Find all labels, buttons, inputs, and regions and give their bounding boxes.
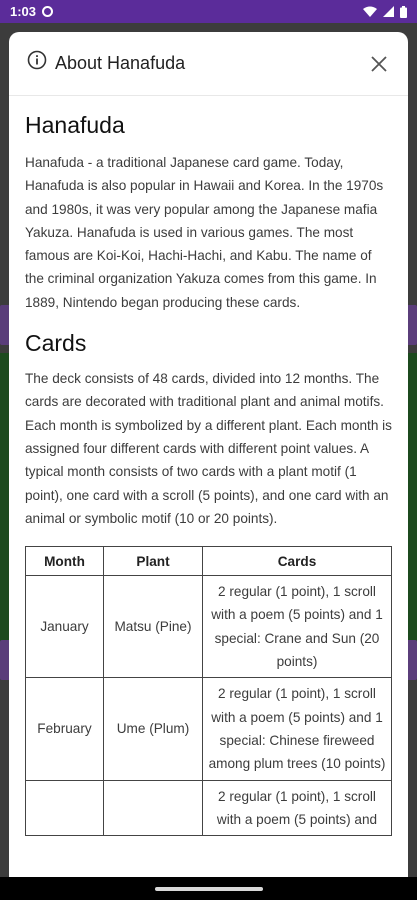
table-row [26,576,392,678]
signal-icon [383,6,394,17]
status-bar [0,0,417,23]
table-row [26,780,392,836]
info-icon [27,50,47,70]
cell-cards: 2 regular (1 point), 1 scroll with a poem (5 points) and [203,780,392,836]
dialog-title: About Hanafuda [55,53,186,73]
header-cards: Cards [203,547,392,576]
status-time: 1:03 [10,4,37,19]
dialog-header [9,32,408,96]
cell-month: February [26,678,104,780]
navigation-bar [0,877,417,900]
section-text-hanafuda: Hanafuda - a traditional Japanese card game. Today, Hanafuda is also popular in Hawaii and Korea. In the 1970s and 1980s, it was very popular among the Japanese mafia Yakuza. Hanafuda is used in various games. The most famous are Koi-Koi, Hachi-Hachi, and Kabu. The name of the criminal organization Yakuza comes from this game. In 1889, Nintendo began producing these cards. [25,155,384,310]
dialog-content [9,112,408,836]
header-month: Month [26,547,104,576]
cell-plant [104,780,203,836]
table-header-row [26,547,392,576]
cell-month [26,780,104,836]
header-plant: Plant [104,547,203,576]
table-row [26,678,392,780]
close-icon [370,55,388,73]
home-gesture-handle[interactable] [155,887,263,891]
section-heading-cards: Cards [25,330,87,357]
close-button[interactable] [368,53,390,75]
cell-cards: 2 regular (1 point), 1 scroll with a poem (5 points) and 1 special: Crane and Sun (20 points) [203,576,392,678]
months-table [25,546,392,836]
wifi-icon [363,6,377,17]
notification-icon [42,6,53,17]
cell-cards: 2 regular (1 point), 1 scroll with a poem (5 points) and 1 special: Chinese fireweed among plum trees (10 points) [203,678,392,780]
about-dialog [9,32,408,878]
status-icons [363,6,407,18]
battery-icon [400,6,407,18]
cell-month: January [26,576,104,678]
section-heading-hanafuda: Hanafuda [25,112,125,138]
cell-plant: Ume (Plum) [104,678,203,780]
cell-plant: Matsu (Pine) [104,576,203,678]
section-text-cards: The deck consists of 48 cards, divided into 12 months. The cards are decorated with traditional plant and animal motifs. Each month is symbolized by a different plant. Each month is assigned four different cards with different point values. A typical month consists of two cards with a plant motif (1 point), one card with a scroll (5 points), and one card with an animal or symbolic motif (10 or 20 points). [25,371,392,526]
